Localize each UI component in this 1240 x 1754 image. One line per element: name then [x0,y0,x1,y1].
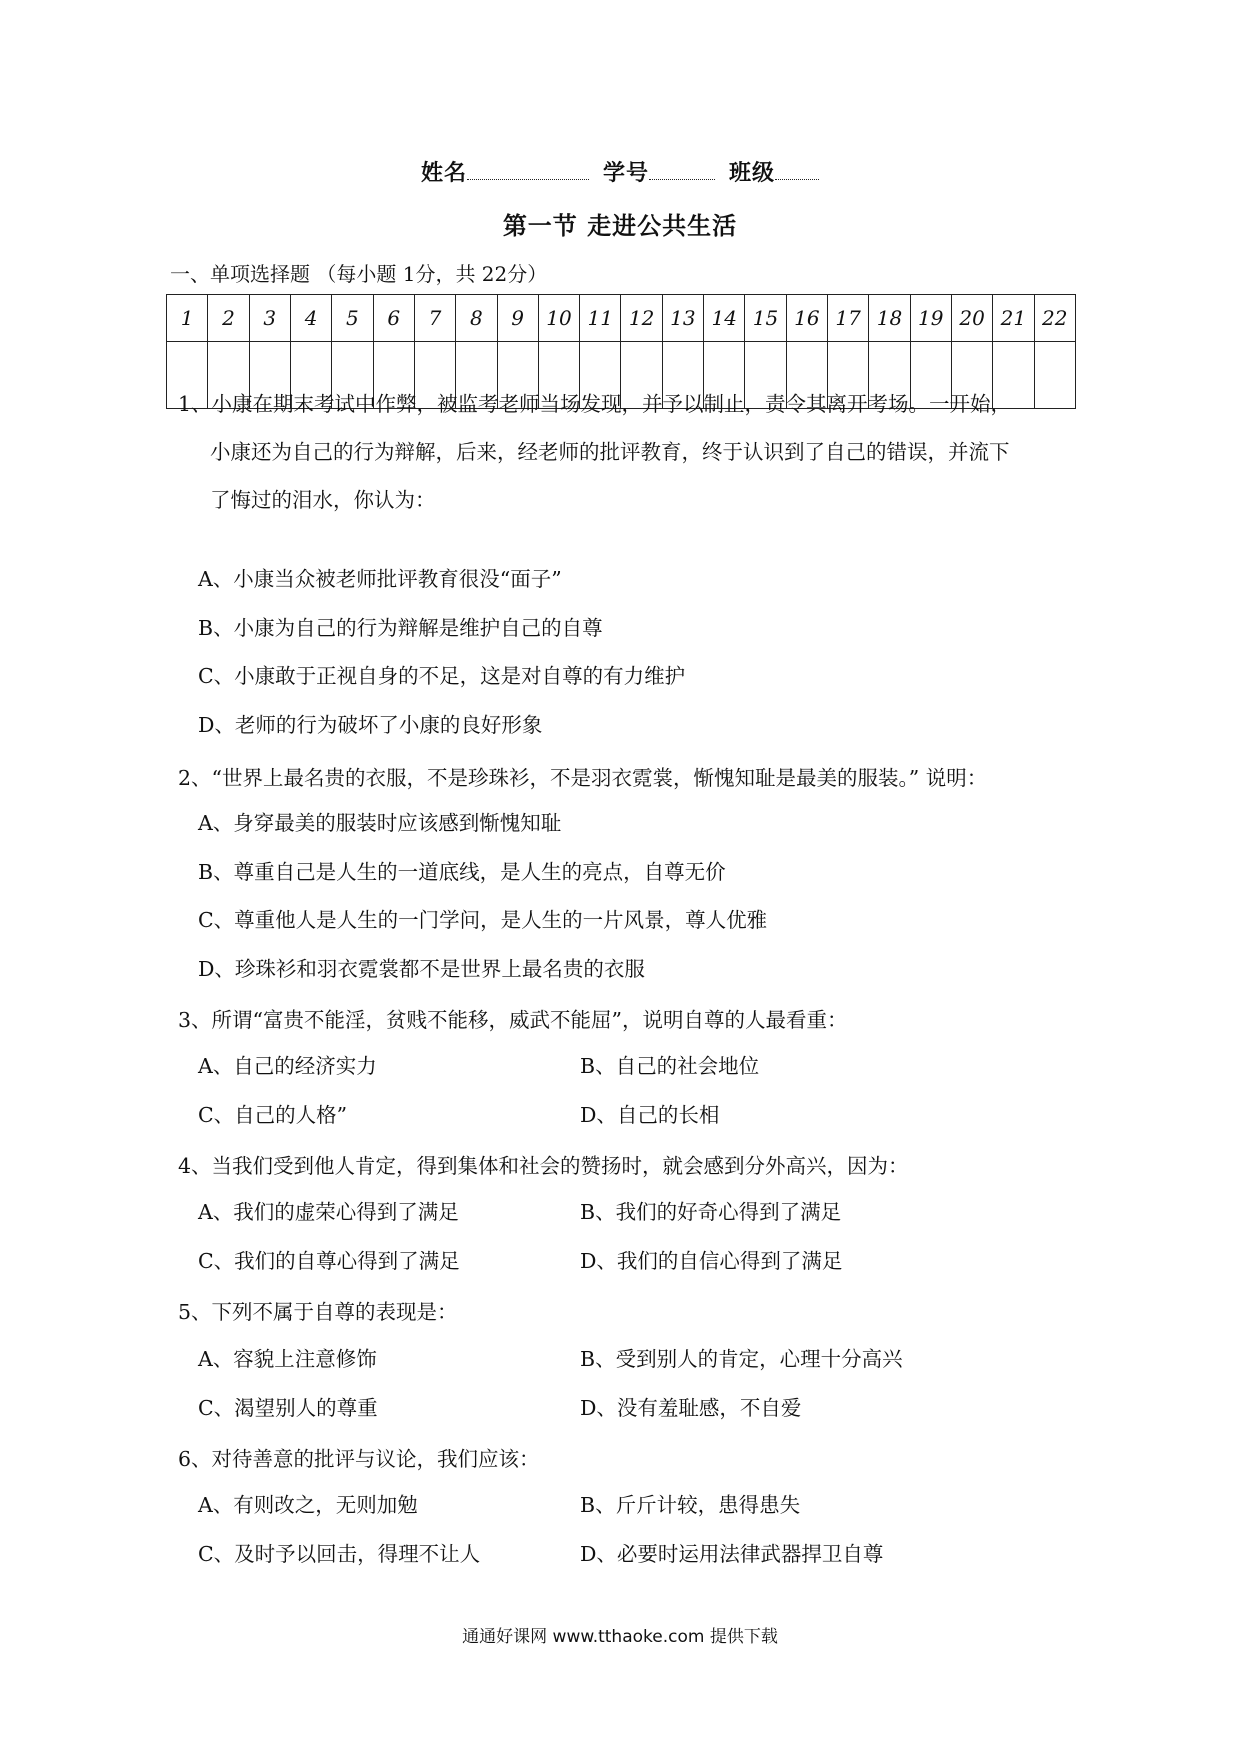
answer-number-cell: 22 [1034,295,1075,342]
name-label: 姓名 [420,161,467,186]
option-c: C、自己的人格” [198,1103,348,1127]
answer-number-cell: 10 [538,295,579,342]
answer-number-cell: 9 [497,295,538,342]
answer-number-cell: 7 [414,295,455,342]
option-b: B、我们的好奇心得到了满足 [580,1200,842,1224]
answer-number-cell: 13 [662,295,703,342]
answer-number-cell: 15 [745,295,786,342]
question-1-stem [178,380,1078,524]
question-2-stem [178,754,1078,802]
answer-number-cell: 17 [828,295,869,342]
question-3-stem [178,996,1078,1044]
question-line: 5、下列不属于自尊的表现是： [178,1300,458,1324]
answer-number-cell: 3 [249,295,290,342]
option-a: A、有则改之，无则加勉 [198,1493,418,1517]
option-c: C、及时予以回击，得理不让人 [198,1542,481,1566]
question-line: 6、对待善意的批评与议论，我们应该： [178,1447,540,1471]
answer-number-cell: 21 [993,295,1034,342]
answer-number-cell: 4 [290,295,331,342]
option-c: C、我们的自尊心得到了满足 [198,1249,460,1273]
question-5-stem [178,1288,1078,1336]
option-b: B、受到别人的肯定，心理十分高兴 [580,1347,903,1371]
option-c: C、渴望别人的尊重 [198,1396,378,1420]
answer-number-cell: 5 [332,295,373,342]
footer-source: 通通好课网 www.tthaoke.com 提供下载 [462,1627,778,1647]
answer-number-cell: 11 [580,295,621,342]
question-6-stem [178,1435,1078,1483]
answer-number-cell: 16 [786,295,827,342]
option-b: B、自己的社会地位 [580,1054,760,1078]
option-b: B、小康为自己的行为辩解是维护自己的自尊 [198,616,603,640]
option-a: A、自己的经济实力 [198,1054,377,1078]
option-a: A、身穿最美的服装时应该感到惭愧知耻 [198,811,562,835]
question-line: 3、所谓“富贵不能淫，贫贱不能移，威武不能屈”，说明自尊的人最看重： [178,1008,848,1032]
answer-number-cell: 6 [373,295,414,342]
class-label: 班级 [729,161,776,186]
question-line: 2、“世界上最名贵的衣服，不是珍珠衫，不是羽衣霓裳，惭愧知耻是最美的服装。” 说明： [178,766,988,790]
student-info-line [0,156,1240,187]
question-line: 小康还为自己的行为辩解，后来，经老师的批评教育，终于认识到了自己的错误，并流下 [210,440,1010,464]
answer-number-cell: 12 [621,295,662,342]
answer-number-cell: 20 [951,295,992,342]
answer-number-row [167,295,1076,342]
option-b: B、斤斤计较，患得患失 [580,1493,801,1517]
option-a: A、容貌上注意修饰 [198,1347,377,1371]
option-c: C、尊重他人是人生的一门学问，是人生的一片风景，尊人优雅 [198,908,768,932]
answer-number-cell: 18 [869,295,910,342]
name-blank [467,159,589,180]
answer-number-cell: 19 [910,295,951,342]
question-line: 4、当我们受到他人肯定，得到集体和社会的赞扬时，就会感到分外高兴，因为： [178,1154,909,1178]
option-a: A、小康当众被老师批评教育很没“面子” [198,567,562,591]
student-id-blank [649,159,715,180]
answer-number-cell: 14 [704,295,745,342]
option-d: D、没有羞耻感，不自爱 [580,1396,802,1420]
option-d: D、自己的长相 [580,1103,720,1127]
student-id-label: 学号 [602,161,649,186]
option-d: D、必要时运用法律武器捍卫自尊 [580,1542,884,1566]
answer-number-cell: 1 [167,295,208,342]
option-d: D、我们的自信心得到了满足 [580,1249,843,1273]
answer-number-cell: 8 [456,295,497,342]
question-4-stem [178,1142,1078,1190]
page-title: 第一节 走进公共生活 [502,212,738,240]
option-d: D、珍珠衫和羽衣霓裳都不是世界上最名贵的衣服 [198,957,645,981]
question-line: 了悔过的泪水，你认为： [210,488,436,512]
option-d: D、老师的行为破坏了小康的良好形象 [198,713,543,737]
option-c: C、小康敢于正视自身的不足，这是对自尊的有力维护 [198,664,686,688]
question-line: 1、小康在期末考试中作弊，被监考老师当场发现，并予以制止，责令其离开考场。一开始， [178,392,1012,416]
section-heading: 一、单项选择题 （每小题 1分，共 22分） [170,262,548,286]
option-a: A、我们的虚荣心得到了满足 [198,1200,459,1224]
option-b: B、尊重自己是人生的一道底线，是人生的亮点，自尊无价 [198,860,726,884]
answer-number-cell: 2 [208,295,249,342]
class-blank [775,159,819,180]
